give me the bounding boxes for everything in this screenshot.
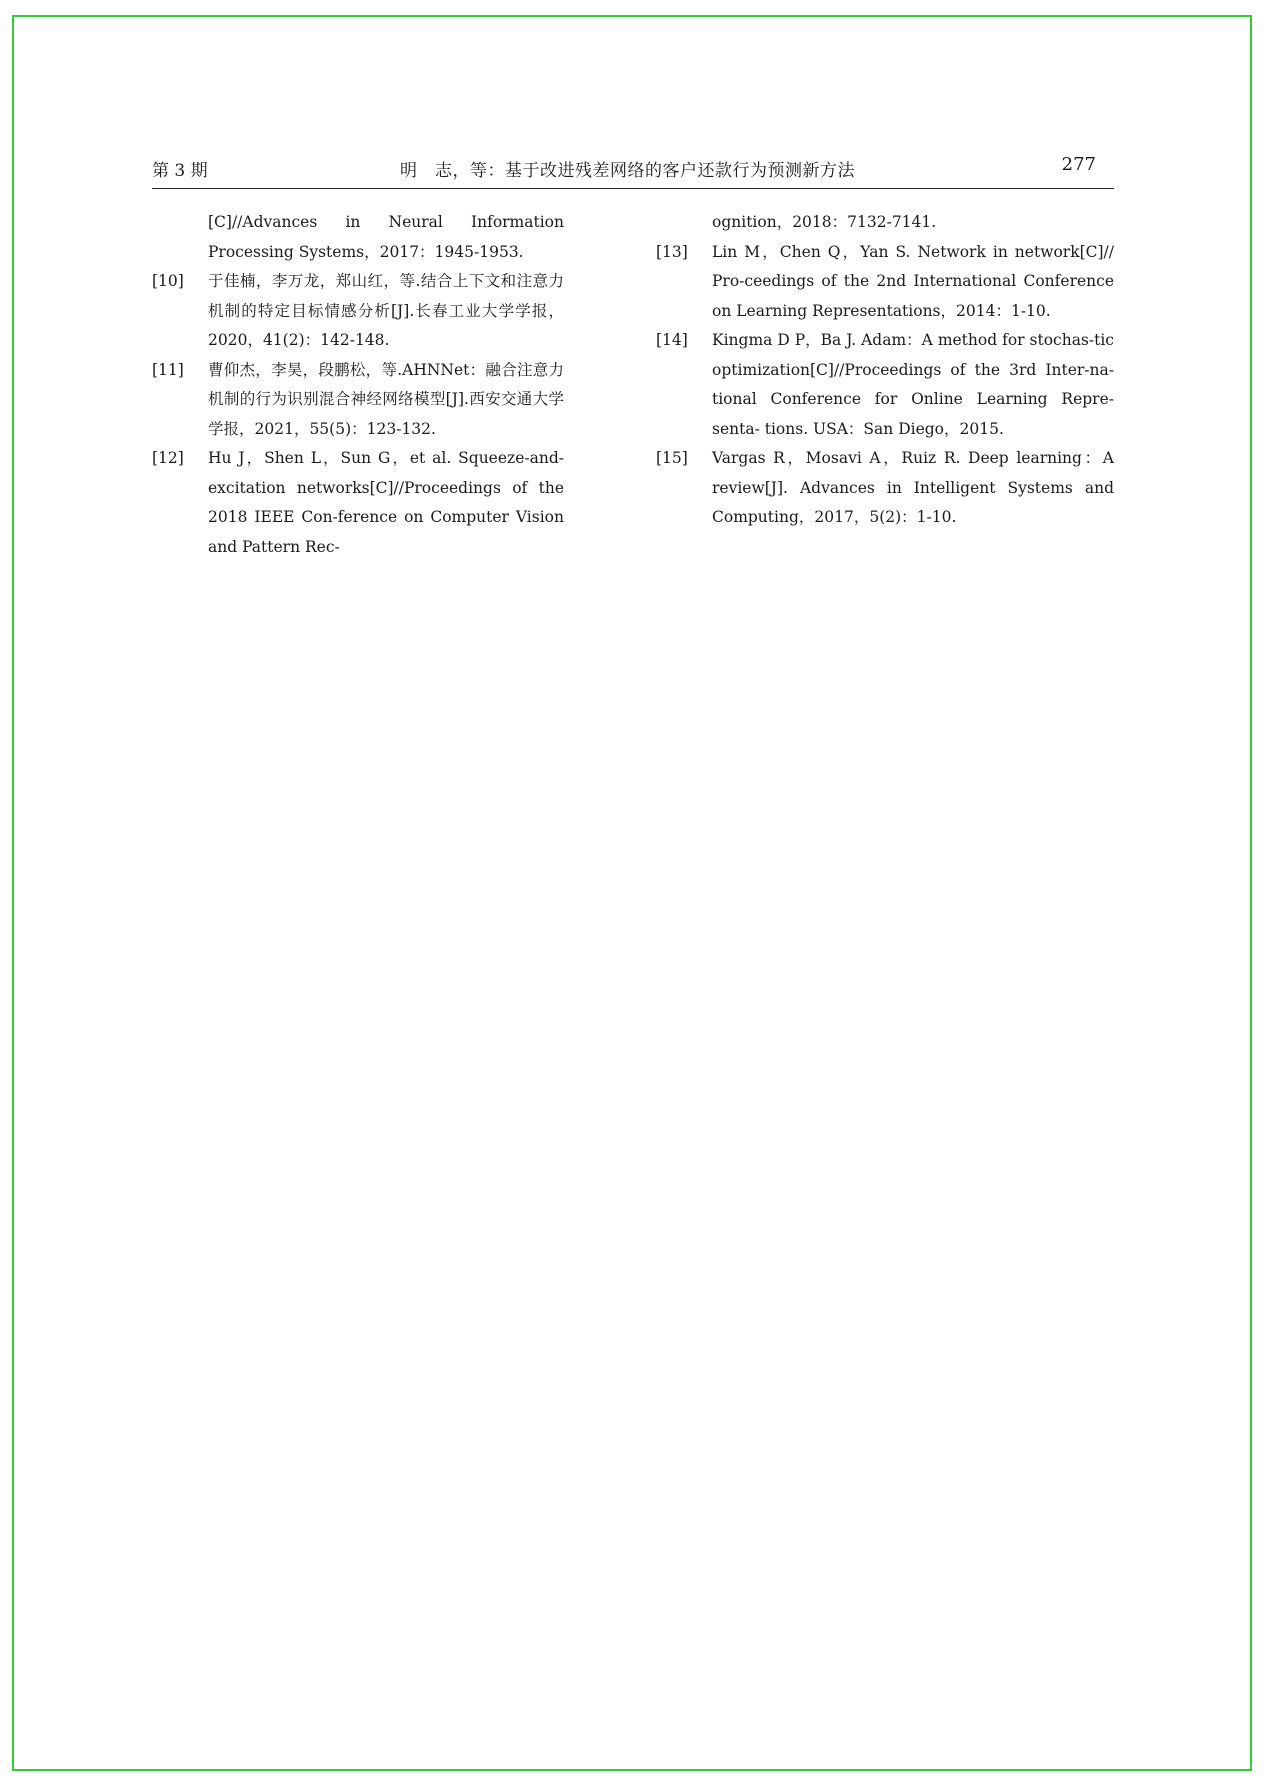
reference-text: Hu J，Shen L，Sun G，et al. Squeeze-and-excitation networks[C]//Proceedings of the 2018 IEEE Con-ference on Computer Vision and Pattern Rec- [208, 449, 564, 556]
left-column [152, 208, 564, 562]
running-title: 明 志，等：基于改进残差网络的客户还款行为预测新方法 [400, 161, 855, 181]
reference-text: Vargas R，Mosavi A，Ruiz R. Deep learning：A review[J]. Advances in Intelligent Systems and Computing，2017，5(2)：1-10. [712, 449, 1114, 526]
reference-number: [10] [152, 272, 184, 290]
issue-label: 第 3 期 [152, 161, 208, 181]
reference-text: 于佳楠，李万龙，郑山红，等.结合上下文和注意力机制的特定目标情感分析[J].长春工业大学学报，2020，41(2)：142-148. [208, 272, 564, 349]
running-header [152, 152, 1114, 189]
reference-text: ognition，2018：7132-7141. [712, 213, 937, 231]
reference-text: Kingma D P，Ba J. Adam：A method for stochas-tic optimization[C]//Proceedings of the 3rd Inter-na-tional Conference for Online Learning Repre-senta- tions. USA：San Diego，2015. [712, 331, 1114, 438]
reference-text: [C]//Advances in Neural Information Processing Systems，2017：1945-1953. [208, 213, 564, 261]
reference-item [152, 267, 564, 356]
reference-number: [13] [656, 242, 688, 261]
reference-number: [14] [656, 331, 688, 349]
reference-number: [15] [656, 449, 688, 467]
reference-item [656, 208, 1114, 238]
page-number: 277 [1061, 154, 1096, 175]
reference-text: 曹仰杰，李昊，段鹏松，等.AHNNet：融合注意力机制的行为识别混合神经网络模型[J].西安交通大学学报，2021，55(5)：123-132. [208, 360, 564, 438]
reference-number: [12] [152, 449, 184, 467]
reference-item [656, 444, 1114, 533]
reference-item [152, 444, 564, 562]
right-column [656, 208, 1114, 533]
reference-item [152, 208, 564, 267]
reference-item [656, 326, 1114, 444]
reference-text: Lin M，Chen Q，Yan S. Network in network[C]// Pro-ceedings of the 2nd International Conference on Learning Representations，2014：1-10. [712, 242, 1114, 320]
reference-item [656, 238, 1114, 327]
reference-item [152, 356, 564, 445]
reference-number: [11] [152, 360, 184, 379]
